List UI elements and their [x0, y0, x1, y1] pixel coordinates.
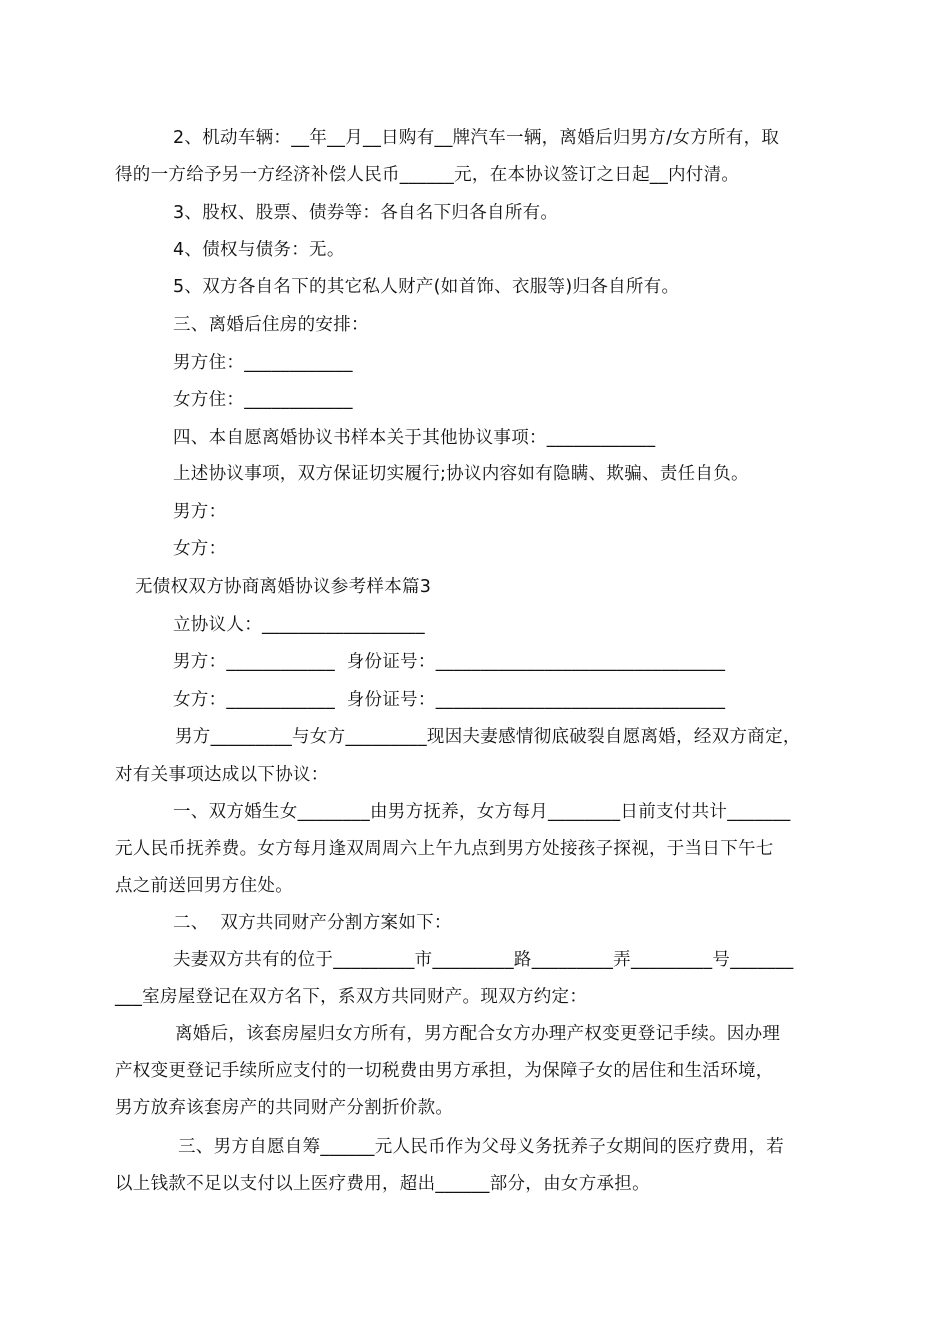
text-line: 得的一方给予另一方经济补偿人民币______元，在本协议签订之日起__内付清。	[115, 165, 740, 185]
text-line: 男方住：____________	[173, 353, 353, 373]
text-line: 2、机动车辆：__年__月__日购有__牌汽车一辆，离婚后归男方/女方所有，取	[173, 128, 780, 148]
text-line: 男方放弃该套房产的共同财产分割折价款。	[115, 1098, 454, 1118]
text-line: 元人民币抚养费。女方每月逢双周周六上午九点到男方处接孩子探视，于当日下午七	[115, 839, 774, 859]
text-line: 男方_________与女方_________现因夫妻感情彻底破裂自愿离婚，经双方商定，	[175, 727, 801, 747]
section-heading: 三、离婚后住房的安排：	[173, 315, 369, 335]
text-line: 男方：____________ 身份证号：________________________________	[173, 652, 726, 672]
text-line: 4、债权与债务：无。	[173, 240, 345, 260]
signature-label: 女方：	[173, 539, 227, 559]
text-line: 以上钱款不足以支付以上医疗费用，超出______部分，由女方承担。	[115, 1174, 650, 1194]
text-line: 离婚后，该套房屋归女方所有，男方配合女方办理产权变更登记手续。因办理	[175, 1024, 781, 1044]
text-line: 3、股权、股票、债券等：各自名下归各自所有。	[173, 203, 559, 223]
signature-label: 男方：	[173, 502, 227, 522]
text-line: 立协议人：__________________	[173, 615, 425, 635]
text-line: 5、双方各自名下的其它私人财产(如首饰、衣服等)归各自所有。	[173, 277, 680, 297]
section-heading: 四、本自愿离婚协议书样本关于其他协议事项：____________	[173, 428, 656, 448]
text-line: 对有关事项达成以下协议：	[115, 765, 329, 785]
text-line: 女方：____________ 身份证号：________________________________	[173, 690, 726, 710]
text-line: 三、男方自愿自筹______元人民币作为父母义务抚养子女期间的医疗费用，若	[178, 1137, 785, 1157]
text-line: 产权变更登记手续所应支付的一切税费由男方承担，为保障子女的居住和生活环境，	[115, 1061, 774, 1081]
text-line: ___室房屋登记在双方名下，系双方共同财产。现双方约定：	[115, 987, 588, 1007]
text-line: 上述协议事项，双方保证切实履行;协议内容如有隐瞒、欺骗、责任自负。	[173, 464, 749, 484]
section-heading: 二、 双方共同财产分割方案如下：	[173, 913, 452, 933]
text-line: 点之前送回男方住处。	[115, 876, 293, 896]
article-title: 无债权双方协商离婚协议参考样本篇3	[135, 577, 432, 597]
text-line: 一、双方婚生女________由男方抚养，女方每月________日前支付共计_______	[173, 802, 791, 822]
text-line: 夫妻双方共有的位于_________市_________路_________弄_________号_______	[173, 950, 794, 970]
text-line: 女方住：____________	[173, 390, 353, 410]
